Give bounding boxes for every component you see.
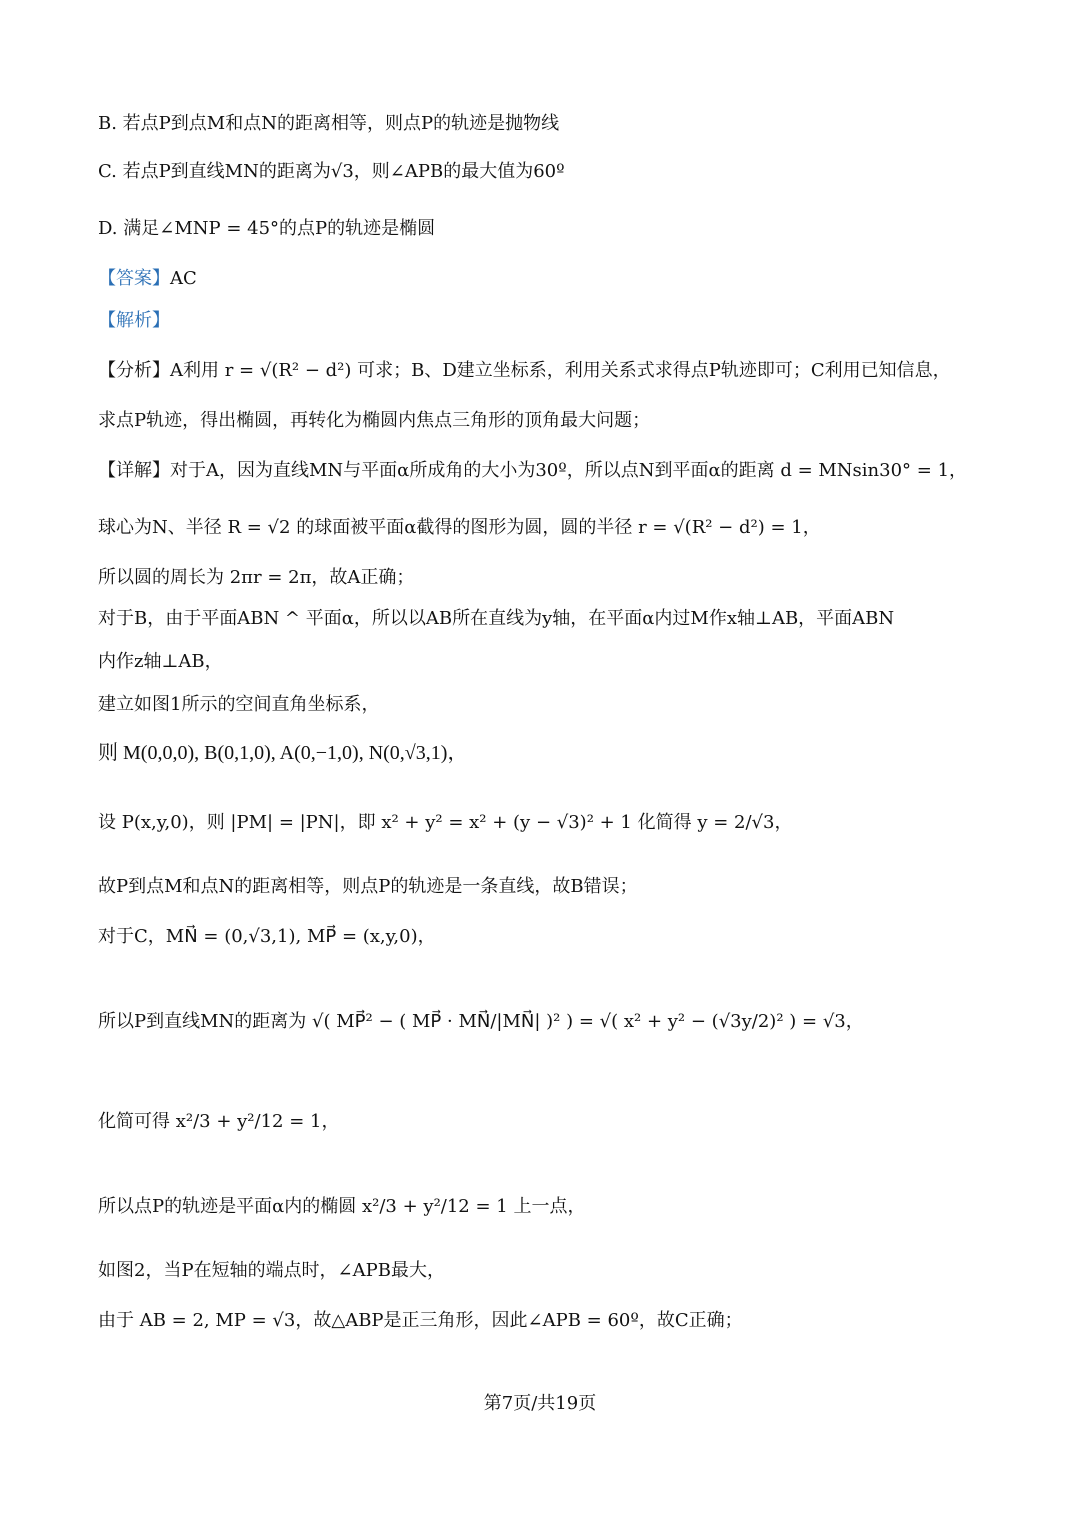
analysis-line-2: 求点P轨迹，得出椭圆，再转化为椭圆内焦点三角形的顶角最大问题； (98, 410, 651, 431)
detail-line-11: 所以P到直线MN的距离为 √( MP⃗² − ( MP⃗ · MN⃗/|MN⃗| )² ) = √( x² + y² − (√3y/2)² ) = √3， (98, 1011, 864, 1032)
detail-line-5: 内作z轴⊥AB， (98, 651, 223, 672)
detail-line-9: 故P到点M和点N的距离相等，则点P的轨迹是一条直线，故B错误； (98, 876, 638, 897)
answer-line (98, 267, 990, 291)
detail-line-1: 【详解】对于A，因为直线MN与平面α所成角的大小为30º，所以点N到平面α的距离 d = MNsin30° = 1， (98, 460, 968, 481)
analysis-tag: 【解析】 (98, 310, 170, 331)
detail-tag: 【详解】 (98, 460, 170, 481)
answer-tag: 【答案】 (98, 268, 170, 289)
detail-line-8: 设 P(x,y,0)，则 |PM| = |PN|，即 x² + y² = x² + (y − √3)² + 1 化简得 y = 2/√3， (98, 812, 793, 833)
page-footer: 第7页/共19页 (483, 1393, 597, 1414)
detail-line-3: 所以圆的周长为 2πr = 2π，故A正确； (98, 567, 415, 588)
analysis-label (98, 309, 990, 333)
detail-line-4: 对于B，由于平面ABN ^ 平面α，所以以AB所在直线为y轴，在平面α内过M作x轴⊥AB，平面ABN (98, 608, 895, 629)
detail-line-14: 如图2，当P在短轴的端点时，∠APB最大， (98, 1260, 445, 1281)
detail-line-6: 建立如图1所示的空间直角坐标系， (98, 694, 380, 715)
detail-line-2: 球心为N、半径 R = √2 的球面被平面α截得的图形为圆，圆的半径 r = √(R² − d²) = 1， (98, 517, 821, 538)
analysis-tag-inline: 【分析】 (98, 360, 170, 381)
option-d: D. 满足∠MNP = 45°的点P的轨迹是椭圆 (98, 218, 436, 239)
detail-line-7: 则 M(0,0,0), B(0,1,0), A(0,−1,0), N(0,√3,1)， (98, 742, 468, 764)
detail-line-15: 由于 AB = 2, MP = √3，故△ABP是正三角形，因此∠APB = 60º，故C正确； (98, 1310, 743, 1331)
analysis-line-1: 【分析】A利用 r = √(R² − d²) 可求；B、D建立坐标系，利用关系式求得点P轨迹即可；C利用已知信息， (98, 360, 951, 381)
detail-line-13: 所以点P的轨迹是平面α内的椭圆 x²/3 + y²/12 = 1 上一点， (98, 1196, 586, 1217)
detail-line-12: 化简可得 x²/3 + y²/12 = 1， (98, 1111, 340, 1132)
detail-line-10: 对于C，MN⃗ = (0,√3,1), MP⃗ = (x,y,0)， (98, 926, 436, 947)
option-c: C. 若点P到直线MN的距离为√3，则∠APB的最大值为60º (98, 161, 565, 182)
answer-text: AC (170, 268, 197, 289)
option-b: B. 若点P到点M和点N的距离相等，则点P的轨迹是抛物线 (98, 113, 560, 134)
